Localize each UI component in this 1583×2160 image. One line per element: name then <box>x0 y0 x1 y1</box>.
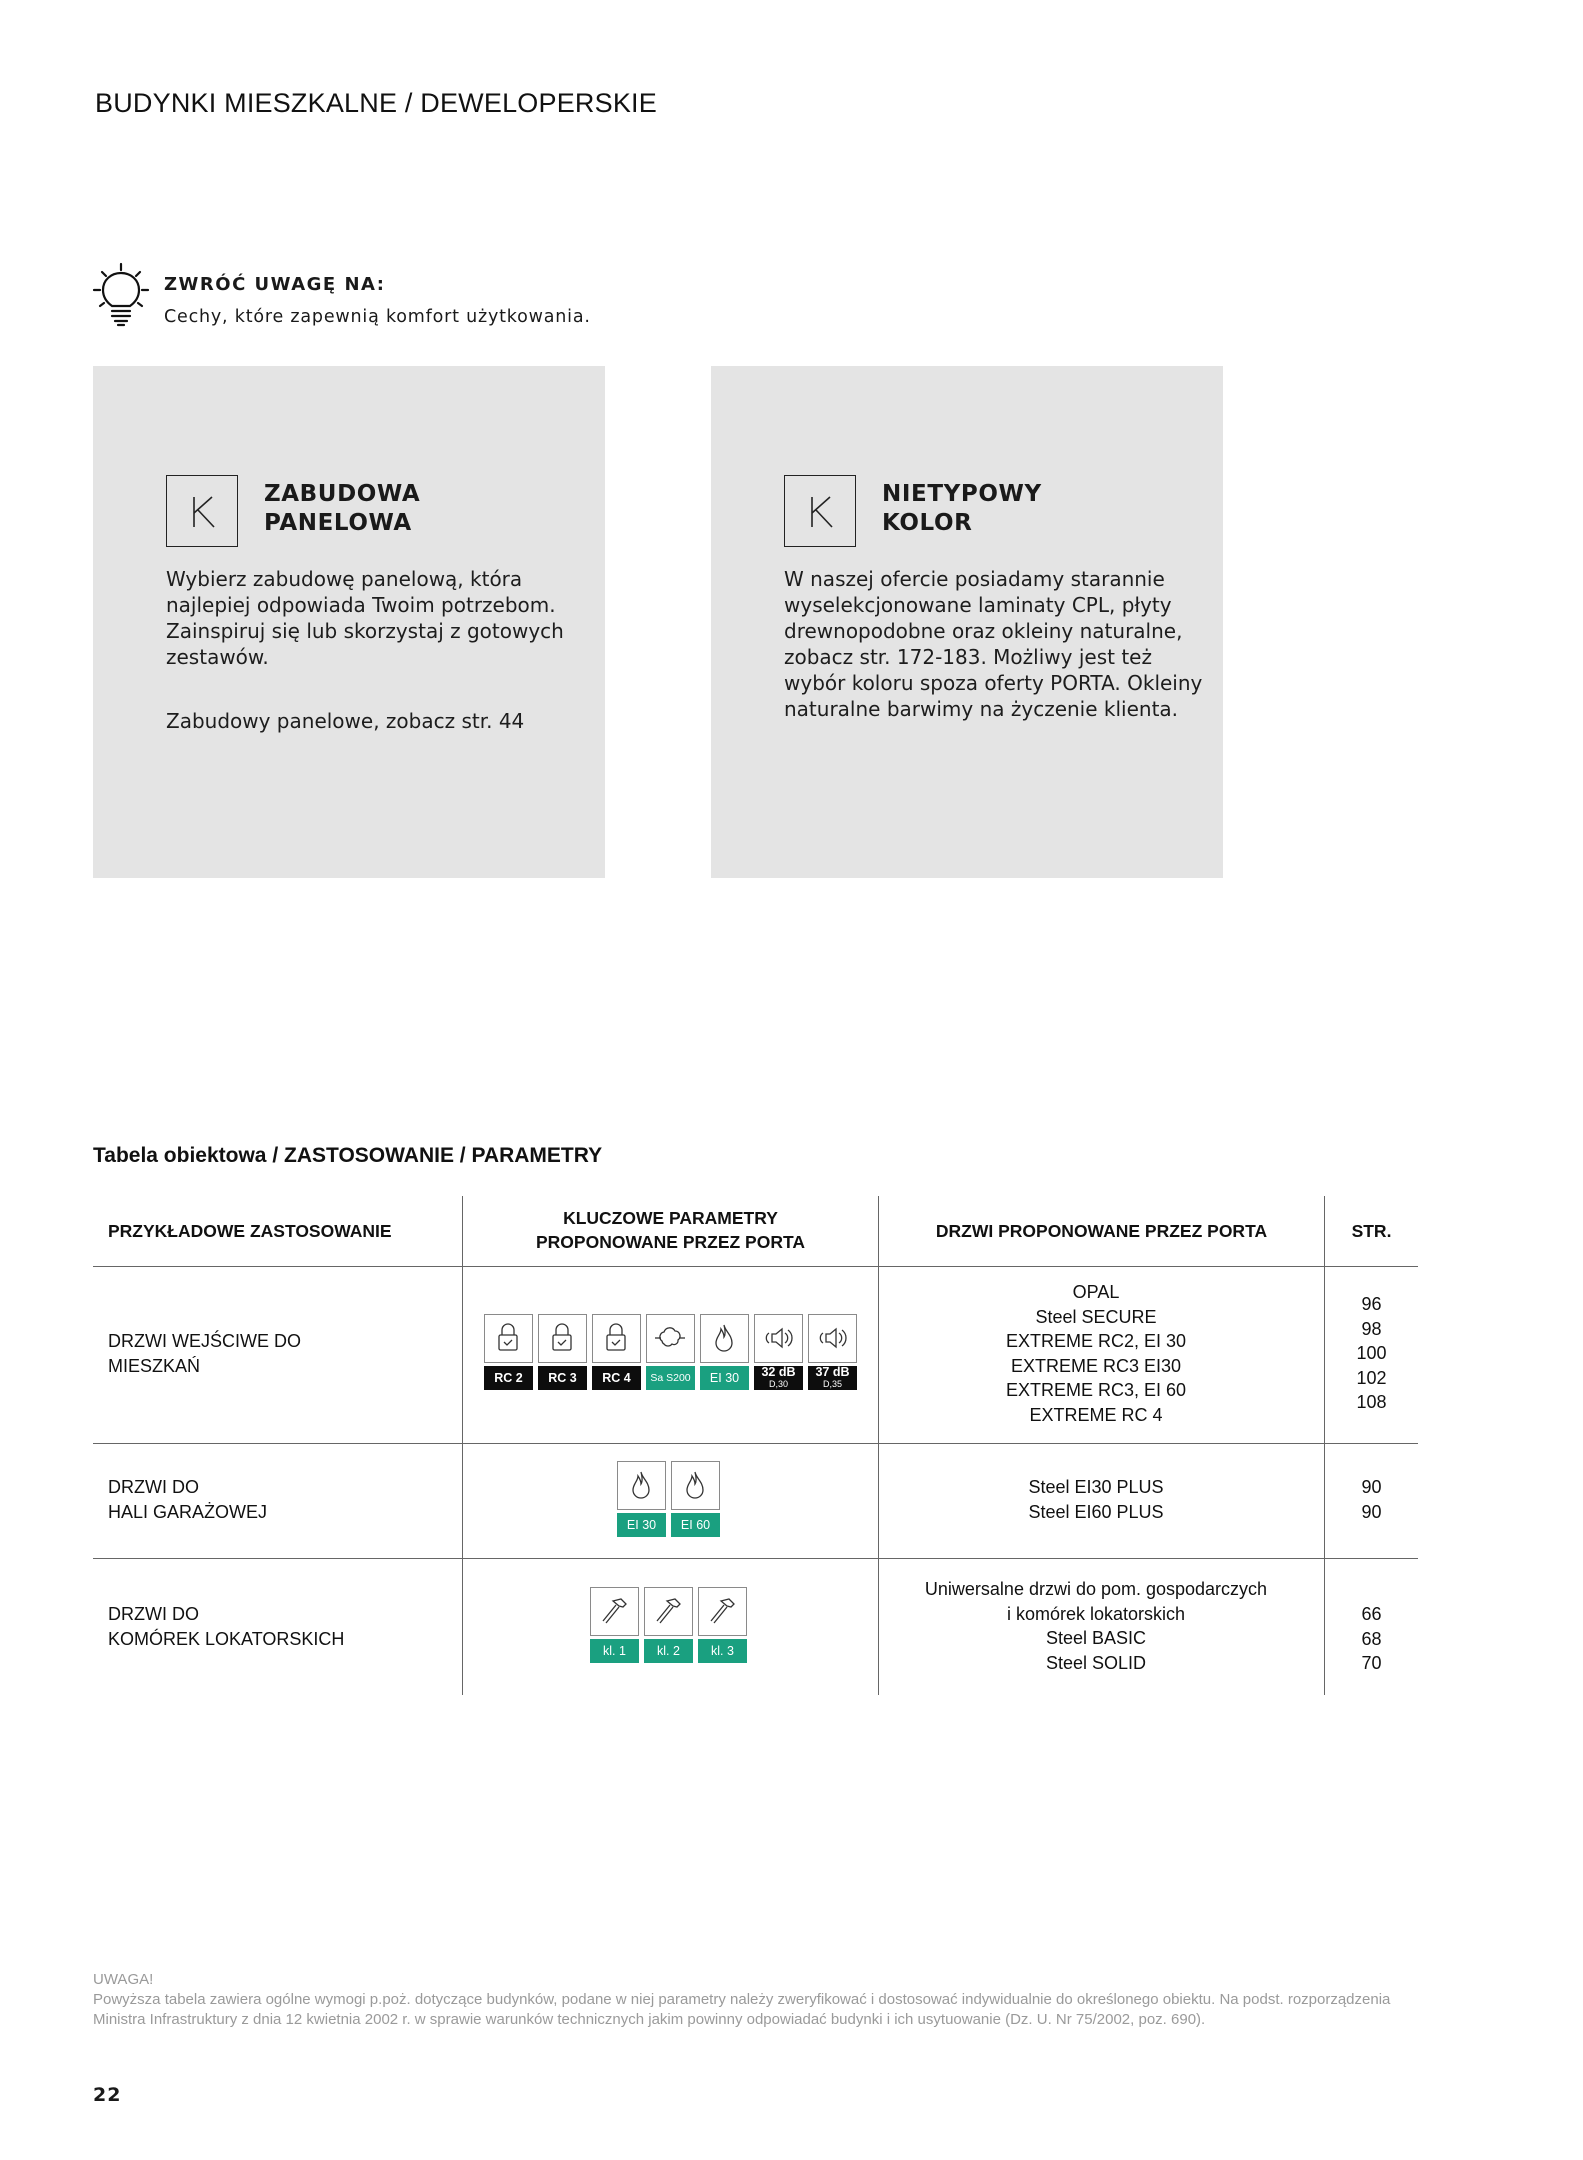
feature-card-color <box>711 366 1223 878</box>
param-badge: EI 30 <box>700 1314 749 1392</box>
flame-icon <box>671 1461 720 1510</box>
param-label: 32 dB D,30 <box>754 1366 803 1390</box>
notice <box>92 262 591 328</box>
param-badge <box>808 1314 857 1392</box>
header-application: PRZYKŁADOWE ZASTOSOWANIE <box>108 1221 392 1241</box>
header-doors: DRZWI PROPONOWANE PRZEZ PORTA <box>935 1221 1268 1241</box>
row-pages: 66 68 70 <box>1361 1604 1382 1673</box>
row-parameters <box>617 1461 720 1539</box>
row-parameters <box>484 1314 857 1392</box>
smoke-icon <box>646 1314 695 1363</box>
table-divider <box>93 1558 1418 1559</box>
speaker-icon <box>754 1314 803 1363</box>
param-badge: RC 3 <box>538 1314 587 1392</box>
hammer-icon <box>590 1587 639 1636</box>
card-body: Wybierz zabudowę panelową, która najlepiej odpowiada Twoim potrzebom. Zainspiruj się lub skorzystaj z gotowych zestawów. Zabudowy panelowe, zobacz str. 44 <box>166 567 564 733</box>
feature-card-panel <box>93 366 605 878</box>
row-application: DRZWI DO HALI GARAŻOWEJ <box>108 1477 268 1522</box>
row-doors: OPAL Steel SECURE EXTREME RC2, EI 30 EXTREME RC3 EI30 EXTREME RC3, EI 60 EXTREME RC 4 <box>1005 1282 1187 1425</box>
page-title: BUDYNKI MIESZKALNE / DEWELOPERSKIE <box>95 88 657 118</box>
k-badge-icon <box>166 475 238 547</box>
param-label: 37 dB D,35 <box>808 1366 857 1390</box>
flame-icon <box>617 1461 666 1510</box>
lightbulb-icon <box>92 262 150 328</box>
row-pages: 90 90 <box>1361 1477 1382 1522</box>
k-badge-icon <box>784 475 856 547</box>
table-divider <box>93 1266 1418 1267</box>
notice-text: Cechy, które zapewnią komfort użytkowania. <box>164 307 591 327</box>
padlock-icon <box>538 1314 587 1363</box>
card-title: NIETYPOWY KOLOR <box>882 481 1042 536</box>
footnote: UWAGA! Powyższa tabela zawiera ogólne wymogi p.poż. dotyczące budynków, podane w niej parametry należy zweryfikować i dostosować indywidualnie do określonego obiektu. Na podst. rozporządzenia Ministra Infrastruktury z dnia 12 kwietnia 2002 r. w sprawie warunków technicznych jakim powinny odpowiadać budynki i ich usytuowanie (Dz. U. Nr 75/2002, poz. 690). <box>93 1971 1391 2028</box>
card-body: W naszej ofercie posiadamy starannie wyselekcjonowane laminaty CPL, płyty drewnopodobne oraz okleiny naturalne, zobacz str. 172-183. Możliwy jest też wybór koloru spoza oferty PORTA. Okleiny naturalne barwimy na życzenie klienta. <box>784 567 1203 721</box>
row-parameters <box>590 1587 747 1665</box>
card-title: ZABUDOWA PANELOWA <box>264 481 421 536</box>
param-badge: Sa S200 <box>646 1314 695 1392</box>
row-application: DRZWI DO KOMÓREK LOKATORSKICH <box>108 1604 345 1649</box>
header-pages: STR. <box>1351 1221 1392 1241</box>
param-badge: EI 30 <box>617 1461 666 1539</box>
param-badge: RC 2 <box>484 1314 533 1392</box>
speaker-icon <box>808 1314 857 1363</box>
table-title: Tabela obiektowa / ZASTOSOWANIE / PARAMETRY <box>93 1144 603 1167</box>
table-divider <box>93 1443 1418 1444</box>
param-badge: kl. 2 <box>644 1587 693 1665</box>
row-pages: 96 98 100 102 108 <box>1356 1294 1387 1412</box>
param-badge <box>754 1314 803 1392</box>
padlock-icon <box>592 1314 641 1363</box>
padlock-icon <box>484 1314 533 1363</box>
row-doors: Steel EI30 PLUS Steel EI60 PLUS <box>1028 1477 1164 1522</box>
param-badge: RC 4 <box>592 1314 641 1392</box>
notice-heading: ZWRÓĆ UWAGĘ NA: <box>164 274 386 295</box>
header-parameters: KLUCZOWE PARAMETRY PROPONOWANE PRZEZ PORTA <box>536 1208 805 1252</box>
page-number: 22 <box>93 2084 122 2106</box>
row-doors: Uniwersalne drzwi do pom. gospodarczych i komórek lokatorskich Steel BASIC Steel SOLID <box>924 1579 1268 1673</box>
param-badge: EI 60 <box>671 1461 720 1539</box>
param-badge: kl. 1 <box>590 1587 639 1665</box>
param-badge: kl. 3 <box>698 1587 747 1665</box>
flame-icon <box>700 1314 749 1363</box>
table-divider <box>462 1196 463 1695</box>
row-application: DRZWI WEJŚCIWE DO MIESZKAŃ <box>108 1331 301 1376</box>
hammer-icon <box>698 1587 747 1636</box>
hammer-icon <box>644 1587 693 1636</box>
